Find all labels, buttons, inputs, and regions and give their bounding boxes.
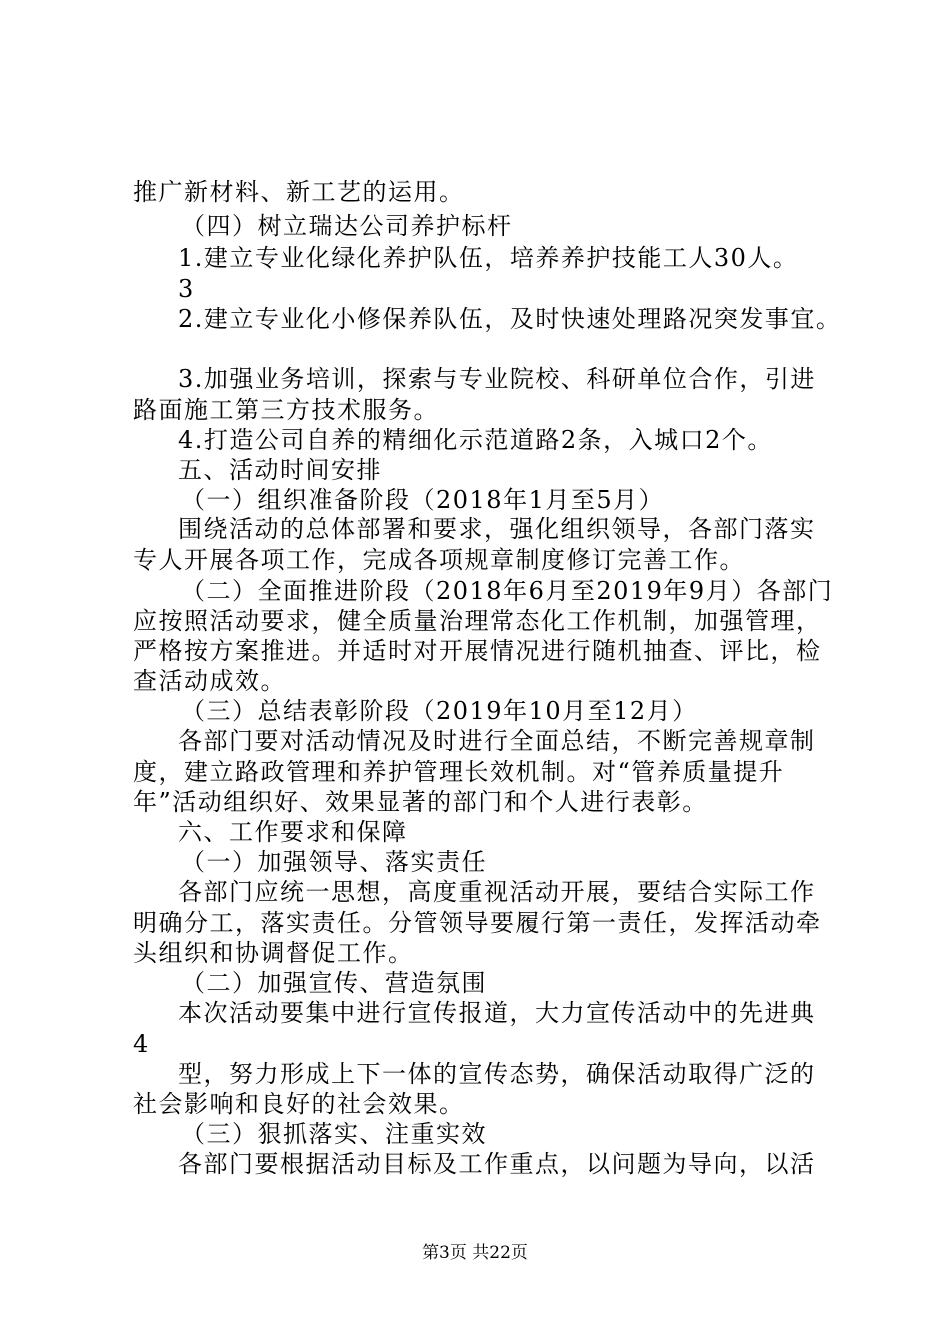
text-line: 社会影响和良好的社会效果。 bbox=[133, 1090, 465, 1118]
text-line: 3.加强业务培训，探索与专业院校、科研单位合作，引进 bbox=[178, 365, 816, 393]
text-line: 年”活动组织好、效果显著的部门和个人进行表彰。 bbox=[133, 788, 708, 816]
page-number-marker: 4 bbox=[133, 1030, 150, 1058]
text-line: （三）总结表彰阶段（2019年10月至12月） bbox=[181, 697, 698, 725]
text-line: 型，努力形成上下一体的宣传态势，确保活动取得广泛的 bbox=[178, 1060, 816, 1088]
text-line: （二）加强宣传、营造氛围 bbox=[181, 969, 487, 997]
text-line: 围绕活动的总体部署和要求，强化组织领导，各部门落实 bbox=[178, 515, 816, 543]
text-line: （三）狠抓落实、注重实效 bbox=[181, 1120, 487, 1148]
text-line: 明确分工，落实责任。分管领导要履行第一责任，发挥活动牵 bbox=[133, 909, 822, 937]
text-line: 各部门要根据活动目标及工作重点，以问题为导向，以活 bbox=[178, 1150, 816, 1178]
page-number-marker: 3 bbox=[178, 275, 195, 303]
text-line: 度，建立路政管理和养护管理长效机制。对“管养质量提升 bbox=[133, 758, 785, 786]
text-line: 各部门应统一思想，高度重视活动开展，要结合实际工作 bbox=[178, 878, 816, 906]
text-line: （四）树立瑞达公司养护标杆 bbox=[181, 212, 513, 240]
text-line: 应按照活动要求，健全质量治理常态化工作机制，加强管理， bbox=[133, 607, 822, 635]
text-line: 1.建立专业化绿化养护队伍，培养养护技能工人30人。 bbox=[178, 244, 799, 272]
text-line: 2.建立专业化小修保养队伍，及时快速处理路况突发事宜。 bbox=[178, 305, 842, 333]
page-footer: 第3页 共22页 bbox=[422, 1243, 528, 1263]
text-line: 严格按方案推进。并适时对开展情况进行随机抽查、评比，检 bbox=[133, 637, 822, 665]
text-line: 查活动成效。 bbox=[133, 667, 286, 695]
section-heading: 五、活动时间安排 bbox=[178, 456, 382, 484]
text-line: 专人开展各项工作，完成各项规章制度修订完善工作。 bbox=[133, 546, 745, 574]
text-line: 各部门要对活动情况及时进行全面总结，不断完善规章制 bbox=[178, 727, 816, 755]
text-line: （二）全面推进阶段（2018年6月至2019年9月）各部门 bbox=[181, 577, 834, 605]
text-line: 路面施工第三方技术服务。 bbox=[133, 396, 439, 424]
text-line: 4.打造公司自养的精细化示范道路2条，入城口2个。 bbox=[178, 426, 773, 454]
text-line: 头组织和协调督促工作。 bbox=[133, 939, 414, 967]
text-line: （一）加强领导、落实责任 bbox=[181, 848, 487, 876]
text-line: 推广新材料、新工艺的运用。 bbox=[133, 178, 465, 206]
text-line: （一）组织准备阶段（2018年1月至5月） bbox=[181, 486, 665, 514]
section-heading: 六、工作要求和保障 bbox=[178, 818, 408, 846]
text-line: 本次活动要集中进行宣传报道，大力宣传活动中的先进典 bbox=[178, 999, 816, 1027]
